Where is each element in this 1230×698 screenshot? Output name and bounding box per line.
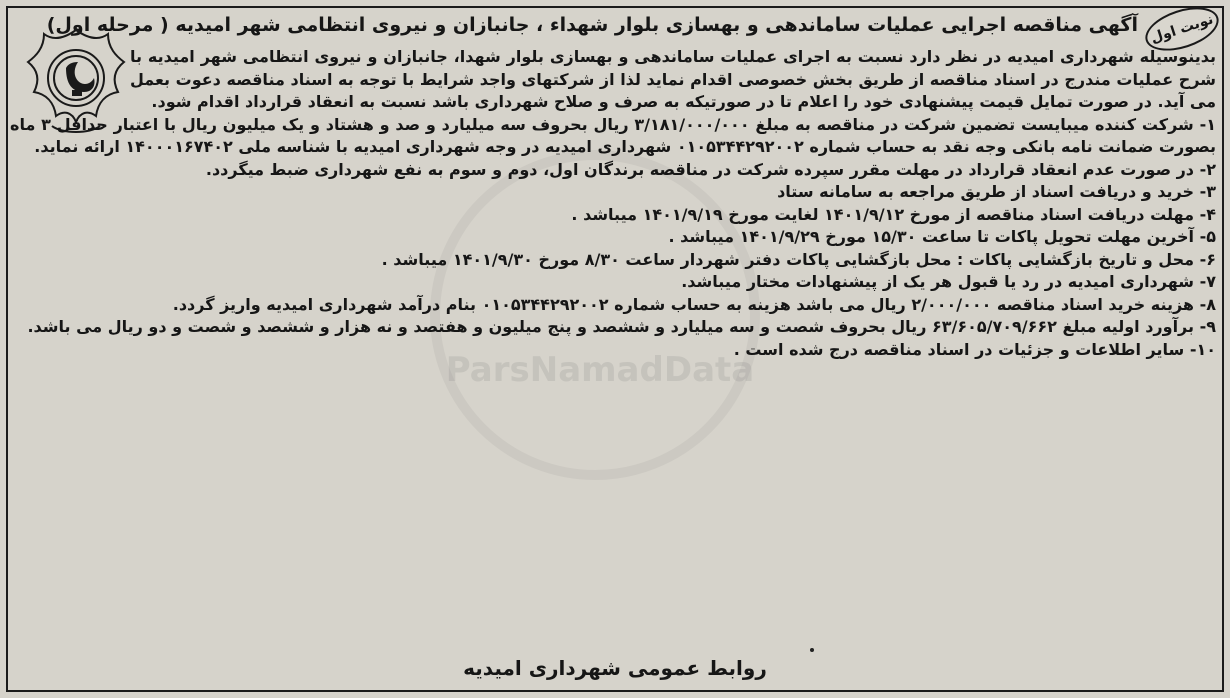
notice-item-8: ۸- هزینه خرید اسناد مناقصه ۲/۰۰۰/۰۰۰ ریال می باشد هزینه به حساب شماره ۰۱۰۵۳۴۴۲۹۲۰۰۲ بنام درآمد شهرداری امیدیه واریز گردد. bbox=[172, 294, 1216, 314]
notice-body bbox=[10, 46, 1216, 361]
notice-item-10: ۱۰- سایر اطلاعات و جزئیات در اسناد مناقصه درج شده است . bbox=[733, 339, 1216, 359]
notice-item-7: ۷- شهرداری امیدیه در رد یا قبول هر یک از پیشنهادات مختار میباشد. bbox=[681, 272, 1216, 291]
notice-item-3: ۳- خرید و دریافت اسناد از طریق مراجعه به سامانه ستاد bbox=[777, 182, 1216, 201]
notice-item-2: ۲- در صورت عدم انعقاد قرارداد در مهلت مقرر سپرده شرکت در مناقصه برندگان اول، دوم و سوم به نفع شهرداری ضبط میگردد. bbox=[205, 159, 1216, 179]
ink-dot bbox=[810, 648, 814, 652]
notice-intro: بدینوسیله شهرداری امیدیه در نظر دارد نسبت به اجرای عملیات ساماندهی و بهسازی بلوار شهدا، جانبازان و نیروی انتظامی شهر امیدیه با شرح عملیات مندرج در اسناد مناقصه از طریق بخش خصوصی اقدام نماید لذا از شرکتهای واجد شرایط با توجه به اسناد مناقصه دعوت بعمل می آید. در صورت تمایل قیمت پیشنهادی خود را اعلام تا در صورتیکه به صرف و صلاح شهرداری باشد نسبت به انعقاد قرارداد اقدام شود. bbox=[130, 47, 1216, 111]
watermark-text: ParsNamadData bbox=[445, 350, 755, 390]
notice-item-9: ۹- برآورد اولیه مبلغ ۶۳/۶۰۵/۷۰۹/۶۶۲ ریال بحروف شصت و سه میلیارد و ششصد و پنج میلیون و هفتصد و نه هزار و ششصد و شصت و دو ریال می باشد. bbox=[27, 317, 1216, 336]
notice-item-6: ۶- محل و تاریخ بازگشایی پاکات : محل بازگشایی پاکات دفتر شهردار ساعت ۸/۳۰ مورخ ۱۴۰۱/۹/۳۰ میباشد . bbox=[381, 249, 1216, 269]
notice-item-5: ۵- آخرین مهلت تحویل پاکات تا ساعت ۱۵/۳۰ مورخ ۱۴۰۱/۹/۲۹ میباشد . bbox=[668, 227, 1216, 246]
notice-title: آگهی مناقصه اجرایی عملیات ساماندهی و بهسازی بلوار شهداء ، جانبازان و نیروی انتظامی شهر امیدیه ( مرحله اول) bbox=[46, 14, 1138, 36]
notice-item-4: ۴- مهلت دریافت اسناد مناقصه از مورخ ۱۴۰۱/۹/۱۲ لغایت مورخ ۱۴۰۱/۹/۱۹ میباشد . bbox=[571, 204, 1216, 224]
signature-public-relations: روابط عمومی شهرداری امیدیه bbox=[463, 656, 767, 680]
notice-item-1: ۱- شرکت کننده میبایست تضمین شرکت در مناقصه به مبلغ ۳/۱۸۱/۰۰۰/۰۰۰ ریال بحروف سه میلیارد و صد و هشتاد و یک میلیون ریال با اعتبار حداقل ۳ ماه بصورت ضمانت نامه بانکی وجه نقد به حساب شماره ۰۱۰۵۳۴۴۲۹۲۰۰۲ شهرداری امیدیه در وجه شهرداری امیدیه با شناسه ملی ۱۴۰۰۰۱۶۷۴۰۲ ارائه نماید. bbox=[10, 114, 1216, 156]
badge-label: نوبت اول bbox=[1148, 11, 1216, 47]
